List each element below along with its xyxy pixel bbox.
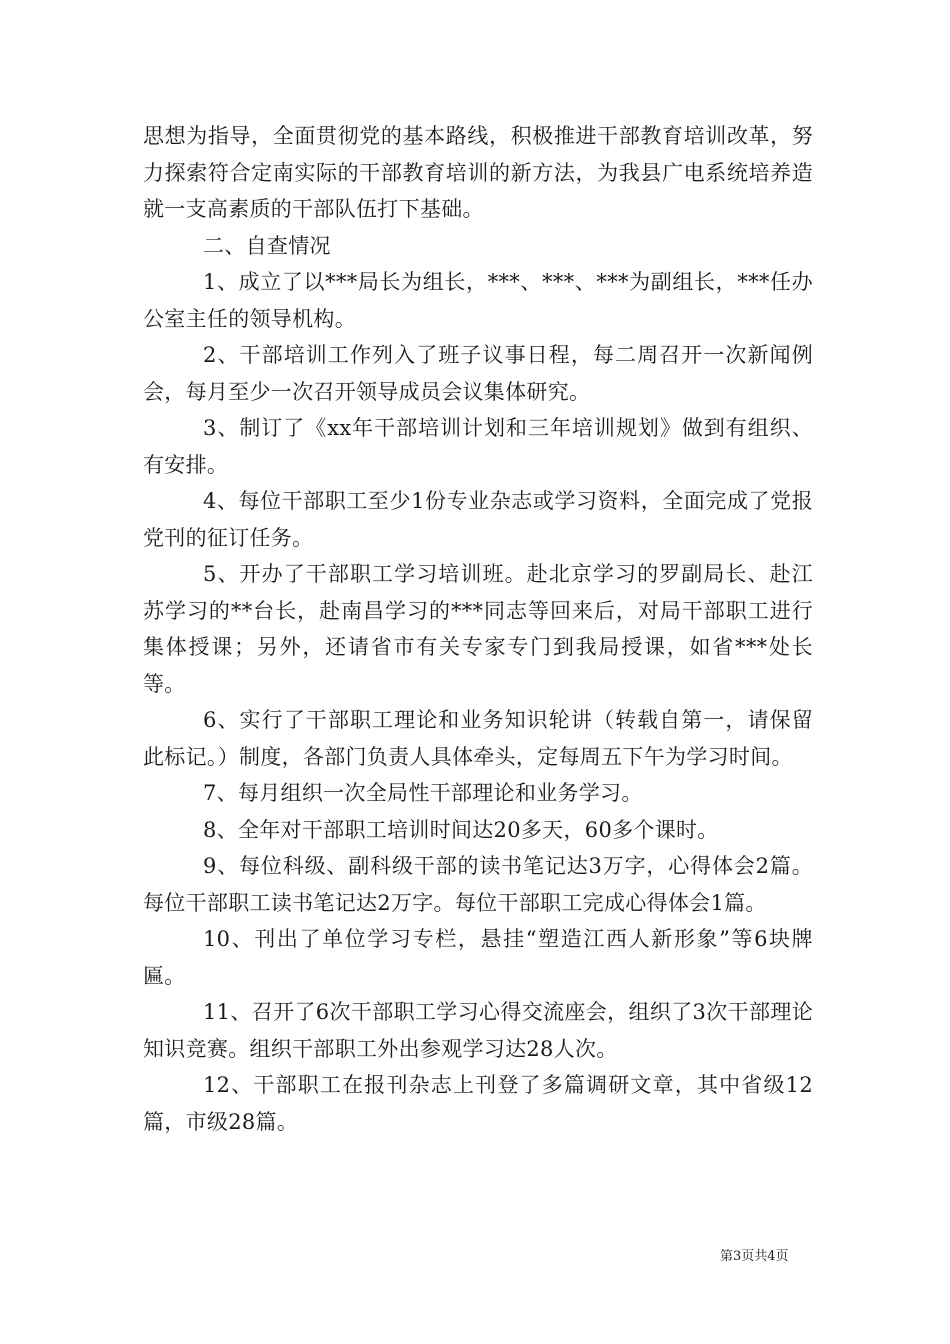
paragraph-intro-continuation: 思想为指导，全面贯彻党的基本路线，积极推进干部教育培训改革，努力探索符合定南实际的干部教育培训的新方法，为我县广电系统培养造就一支高素质的干部队伍打下基础。 <box>143 124 813 221</box>
document-body <box>143 118 813 1140</box>
list-item-11: 11、召开了6次干部职工学习心得交流座会，组织了3次干部理论知识竞赛。组织干部职工外出参观学习达28人次。 <box>143 1000 813 1061</box>
list-item-6: 6、实行了干部职工理论和业务知识轮讲（转载自第一，请保留此标记。）制度，各部门负责人具体牵头，定每周五下午为学习时间。 <box>143 708 813 769</box>
section-heading-self-check: 二、自查情况 <box>203 233 331 258</box>
page-number-footer: 第3页共4页 <box>720 1249 789 1264</box>
list-item-7: 7、每月组织一次全局性干部理论和业务学习。 <box>203 781 643 805</box>
list-item-1: 1、成立了以***局长为组长，***、***、***为副组长，***任办公室主任的领导机构。 <box>143 270 813 331</box>
list-item-12: 12、干部职工在报刊杂志上刊登了多篇调研文章，其中省级12篇，市级28篇。 <box>143 1073 813 1134</box>
list-item-3: 3、制订了《xx年干部培训计划和三年培训规划》做到有组织、有安排。 <box>143 416 813 477</box>
list-item-2: 2、干部培训工作列入了班子议事日程，每二周召开一次新闻例会，每月至少一次召开领导成员会议集体研究。 <box>143 343 813 404</box>
list-item-9: 9、每位科级、副科级干部的读书笔记达3万字，心得体会2篇。每位干部职工读书笔记达2万字。每位干部职工完成心得体会1篇。 <box>143 854 813 915</box>
list-item-4: 4、每位干部职工至少1份专业杂志或学习资料，全面完成了党报党刊的征订任务。 <box>143 489 813 550</box>
list-item-5: 5、开办了干部职工学习培训班。赴北京学习的罗副局长、赴江苏学习的**台长，赴南昌学习的***同志等回来后，对局干部职工进行集体授课；另外，还请省市有关专家专门到我局授课，如省***处长等。 <box>143 562 813 696</box>
list-item-10: 10、刊出了单位学习专栏，悬挂“塑造江西人新形象”等6块牌匾。 <box>143 927 813 988</box>
list-item-8: 8、全年对干部职工培训时间达20多天，60多个课时。 <box>203 817 719 842</box>
